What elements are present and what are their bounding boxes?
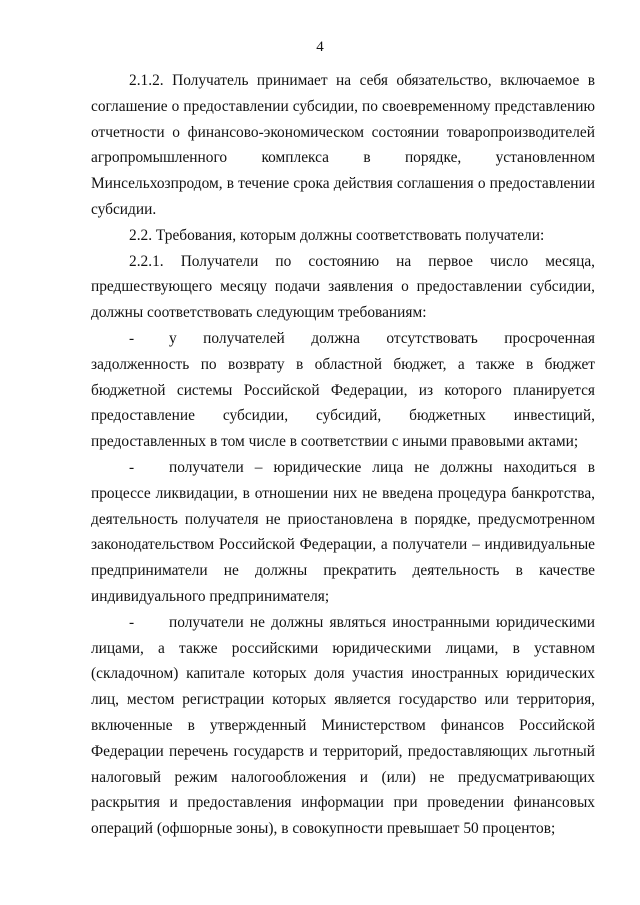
- list-marker: -: [129, 329, 135, 347]
- list-item-text: получатели – юридические лица не должны находиться в процессе ликвидации, в отношении них не введена процедура банкротства, деятельность получателя не приостановлена в порядке, предусмотренном законодательством Российской Федерации, а получатели – индивидуальные предприниматели не должны прекратить деятельность в качестве индивидуального предпринимателя;: [91, 458, 595, 605]
- paragraph-2-1-2: 2.1.2. Получатель принимает на себя обязательство, включаемое в соглашение о предоставлении субсидии, по своевременному представлению отчетности о финансово-экономическом состоянии товаропроизводителей агропромышленного комплекса в порядке, установленном Минсельхозпродом, в течение срока действия соглашения о предоставлении субсидии.: [91, 72, 595, 218]
- page-number: 4: [316, 39, 324, 55]
- list-item: [91, 610, 595, 842]
- document-body: [91, 68, 595, 842]
- list-item: [91, 326, 595, 455]
- paragraph-2-2-1: 2.2.1. Получатели по состоянию на первое число месяца, предшествующего месяцу подачи заявления о предоставлении субсидии, должны соответствовать следующим требованиям:: [91, 252, 595, 322]
- paragraph-2-2: 2.2. Требования, которым должны соответствовать получатели:: [129, 226, 545, 244]
- list-item-text: у получателей должна отсутствовать просроченная задолженность по возврату в областной бюджет, а также в бюджет бюджетной системы Российской Федерации, из которого планируется предоставление субсидии, субсидий, бюджетных инвестиций, предоставленных в том числе в соответствии с иными правовыми актами;: [91, 329, 595, 451]
- list-item: [91, 455, 595, 610]
- list-item-text: получатели не должны являться иностранными юридическими лицами, а также российскими юридическими лицами, в уставном (складочном) капитале которых доля участия иностранных юридических лиц, местом регистрации которых является государство или территория, включенные в утвержденный Министерством финансов Российской Федерации перечень государств и территорий, предоставляющих льготный налоговый режим налогообложения и (или) не предусматривающих раскрытия и предоставления информации при проведении финансовых операций (офшорные зоны), в совокупности превышает 50 процентов;: [91, 613, 595, 838]
- list-marker: -: [129, 458, 135, 476]
- list-marker: -: [129, 613, 135, 631]
